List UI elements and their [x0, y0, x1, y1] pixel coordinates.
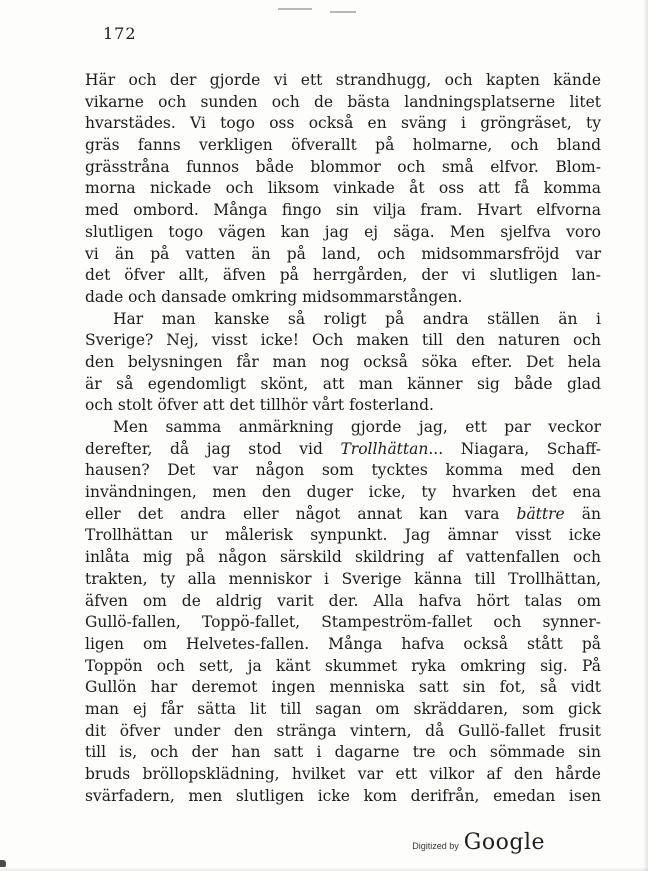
page-number: 172: [103, 24, 137, 43]
scan-edge-shadow-bottom: [0, 867, 648, 871]
text-line: [85, 157, 601, 179]
text-segment: gräs fanns verkligen öfverallt på holmarne, och bland: [85, 136, 601, 155]
text-segment: Sverige? Nej, visst icke! Och maken till den naturen och: [85, 331, 601, 350]
text-line: [85, 287, 601, 309]
text-line: [85, 764, 601, 786]
text-segment: morna nickade och liksom vinkade åt oss att få komma: [85, 179, 601, 198]
italic-text-segment: bättre: [516, 504, 565, 523]
text-line: [85, 309, 601, 331]
text-line: [85, 178, 601, 200]
text-segment: Gullö-fallen, Toppö-fallet, Stampeström-fallet och synner-: [85, 613, 601, 632]
text-line: [85, 482, 601, 504]
text-segment: invändningen, men den duger icke, ty hvarken det ena: [85, 483, 601, 502]
text-line: [85, 656, 601, 678]
text-line: [85, 699, 601, 721]
text-segment: och stolt öfver att det tillhör vårt fosterland.: [85, 396, 434, 415]
scan-edge-shadow-right: [643, 0, 648, 871]
digitized-credit: [412, 830, 545, 855]
text-line: [85, 417, 601, 439]
text-segment: Toppön och sett, ja känt skummet ryka omkring sig. På: [85, 656, 601, 675]
text-segment: äfven om de aldrig varit der. Alla hafva hört talas om: [85, 591, 601, 610]
text-segment: är så egendomligt skönt, att man känner sig både glad: [85, 374, 601, 393]
text-segment: derefter, då jag stod vid: [85, 439, 341, 458]
text-line: [85, 352, 601, 374]
text-line: [85, 135, 601, 157]
text-line: [85, 244, 601, 266]
text-segment: dit öfver under den stränga vintern, då Gullö-fallet frusit: [85, 721, 601, 740]
text-segment: trakten, ty alla menniskor i Sverige känna till Trollhättan,: [85, 569, 601, 588]
text-line: [85, 525, 601, 547]
text-segment: Har man kanske så roligt på andra ställen än i: [113, 309, 601, 328]
google-logo: Google: [463, 830, 545, 855]
text-line: [85, 222, 601, 244]
text-segment: Gullön har deremot ingen menniska satt sin fot, så vidt: [85, 678, 601, 697]
text-line: [85, 265, 601, 287]
scan-artifact-speck: [0, 860, 6, 867]
text-segment: ligen om Helvetes-fallen. Många hafva också stått på: [85, 634, 601, 653]
text-segment: grässtråna funnos både blommor och små elfvor. Blom-: [85, 157, 601, 176]
text-line: [85, 591, 601, 613]
text-segment: vi än på vatten än på land, och midsommarsfröjd var: [85, 244, 601, 263]
text-line: [85, 200, 601, 222]
text-segment: bruds bröllopsklädning, hvilket var ett vilkor af den hårde: [85, 765, 601, 783]
text-segment: hausen? Det var någon som tycktes komma med den: [85, 461, 601, 480]
digitized-by-label: Digitized by: [412, 841, 459, 851]
text-line: [85, 547, 601, 569]
text-line: [85, 439, 601, 461]
italic-text-segment: Trollhättan: [340, 439, 429, 458]
text-segment: Här och der gjorde vi ett strandhugg, och kapten kände: [85, 71, 601, 89]
text-line: [85, 70, 601, 92]
text-segment: Trollhättan ur målerisk synpunkt. Jag ämnar visst icke: [85, 526, 601, 545]
text-segment: ... Niagara, Schaff-: [428, 439, 601, 458]
text-line: [85, 569, 601, 591]
text-line: [85, 634, 601, 656]
text-line: [85, 92, 601, 114]
text-segment: än: [564, 504, 601, 523]
scan-artifact-dash: [278, 8, 312, 10]
text-segment: till is, och der han satt i dagarne tre och sömmade sin: [85, 743, 601, 762]
text-line: [85, 395, 601, 417]
text-line: [85, 330, 601, 352]
text-segment: dade och dansade omkring midsommarstången.: [85, 287, 463, 306]
text-line: [85, 113, 601, 135]
text-block: [85, 70, 601, 807]
text-line: [85, 460, 601, 482]
text-line: [85, 374, 601, 396]
text-segment: med ombord. Många fingo sin vilja fram. Hvart elfvorna: [85, 201, 601, 220]
text-segment: vikarne och sunden och de bästa landningsplatserne litet: [85, 92, 601, 111]
text-segment: eller det andra eller något annat kan vara: [85, 504, 517, 523]
text-segment: svärfadern, men slutligen icke kom derifrån, emedan isen: [85, 786, 601, 805]
text-segment: Men samma anmärkning gjorde jag, ett par veckor: [113, 418, 601, 436]
text-line: [85, 742, 601, 764]
text-segment: det öfver allt, äfven på herrgården, der vi slutligen lan-: [85, 266, 601, 285]
text-line: [85, 721, 601, 743]
text-segment: inlåta mig på någon särskild skildring af vattenfallen och: [85, 548, 601, 567]
scan-artifact-dash: [330, 11, 356, 13]
text-segment: slutligen togo vägen kan jag ej säga. Men sjelfva voro: [85, 222, 601, 241]
text-line: [85, 786, 601, 808]
text-line: [85, 677, 601, 699]
text-line: [85, 612, 601, 634]
text-line: [85, 504, 601, 526]
text-segment: man ej får sätta lit till sagan om skräddaren, som gick: [85, 699, 601, 718]
text-segment: hvarstädes. Vi togo oss också en sväng i gröngräset, ty: [85, 114, 601, 133]
text-segment: den belysningen får man nog också söka efter. Det hela: [85, 352, 601, 371]
